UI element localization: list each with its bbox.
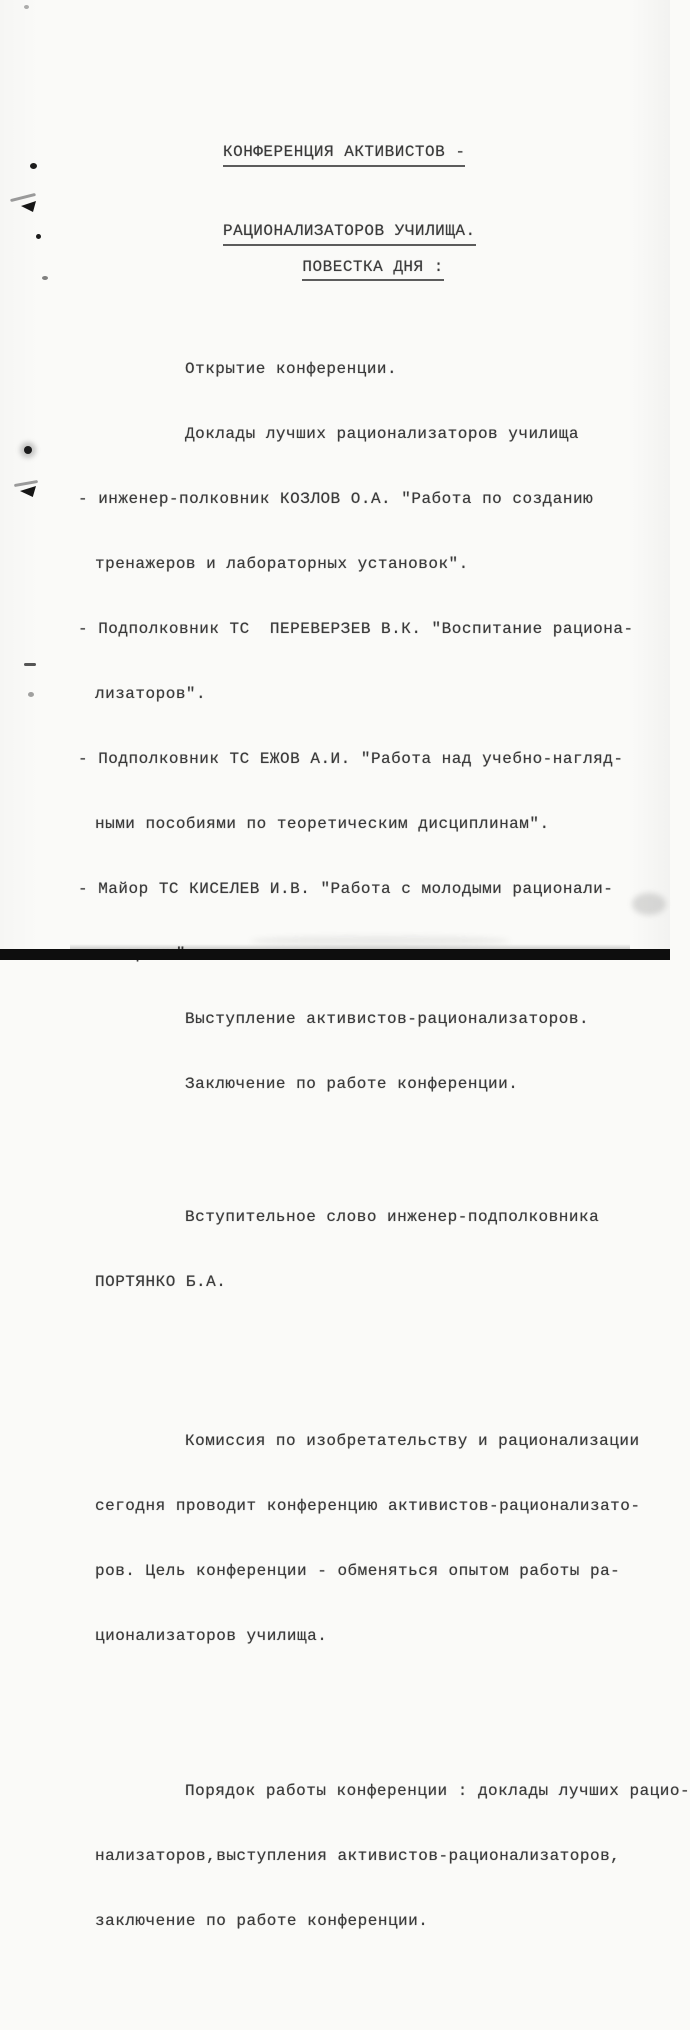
paragraph-line: Комиссия по изобретательству и рационализации xyxy=(185,1432,640,1450)
agenda-line: - Майор ТС КИСЕЛЕВ И.В. "Работа с молодыми рационали- xyxy=(78,880,614,898)
paragraph-line: ционализаторов училища. xyxy=(95,1627,328,1645)
agenda-line: - Подполковник ТС ЕЖОВ А.И. "Работа над учебно-нагляд- xyxy=(78,750,624,768)
paragraph-commission xyxy=(95,1395,655,1691)
paragraph-line: нализаторов,выступления активистов-рационализаторов, xyxy=(95,1847,621,1865)
paragraph-line: ПОРТЯНКО Б.А. xyxy=(95,1273,227,1291)
scan-speck xyxy=(36,234,41,239)
paragraph-line: Вступительное слово инженер-подполковника xyxy=(185,1208,600,1226)
agenda-line: тренажеров и лабораторных установок". xyxy=(95,555,469,573)
scan-speck xyxy=(20,486,36,497)
agenda-line: Заключение по работе конференции. xyxy=(185,1075,519,1093)
scan-speck xyxy=(28,692,34,697)
paragraph-line: сегодня проводит конференцию активистов-рационализато- xyxy=(95,1497,641,1515)
agenda-heading: ПОВЕСТКА ДНЯ : xyxy=(262,240,444,299)
paragraph-line: заключение по работе конференции. xyxy=(95,1912,429,1930)
scan-streak xyxy=(10,193,36,202)
document-body xyxy=(78,305,690,2030)
scan-edge-band xyxy=(0,949,670,960)
document-title-line: КОНФЕРЕНЦИЯ АКТИВИСТОВ - xyxy=(223,142,476,185)
agenda-line: ными пособиями по теоретическим дисциплинам". xyxy=(95,815,550,833)
paragraph-order-of-work xyxy=(95,1745,690,1976)
document-title-line: РАЦИОНАЛИЗАТОРОВ УЧИЛИЩА. xyxy=(223,221,476,264)
agenda-line: лизаторов". xyxy=(95,685,207,703)
agenda-line: - Подполковник ТС ПЕРЕВЕРЗЕВ В.К. "Воспитание рациона- xyxy=(78,620,634,638)
paragraph-line: Порядок работы конференции : доклады лучших рацио- xyxy=(185,1782,690,1800)
scan-streak xyxy=(14,480,38,487)
paragraph-opening-remarks xyxy=(95,1171,655,1337)
agenda-line: Открытие конференции. xyxy=(185,360,398,378)
scan-speck xyxy=(24,446,32,454)
scan-smudge xyxy=(632,893,666,915)
scan-speck xyxy=(30,163,37,169)
paragraph-line: ров. Цель конференции - обменяться опытом работы ра- xyxy=(95,1562,621,1580)
agenda-line: - инженер-полковник КОЗЛОВ О.А. "Работа по созданию xyxy=(78,490,594,508)
scan-streak xyxy=(24,663,36,666)
scan-speck xyxy=(24,5,29,9)
agenda-line: Доклады лучших рационализаторов училища xyxy=(185,425,579,443)
agenda-line: Выступление активистов-рационализаторов. xyxy=(185,1010,590,1028)
scan-speck xyxy=(42,276,48,280)
scan-speck xyxy=(21,201,36,212)
